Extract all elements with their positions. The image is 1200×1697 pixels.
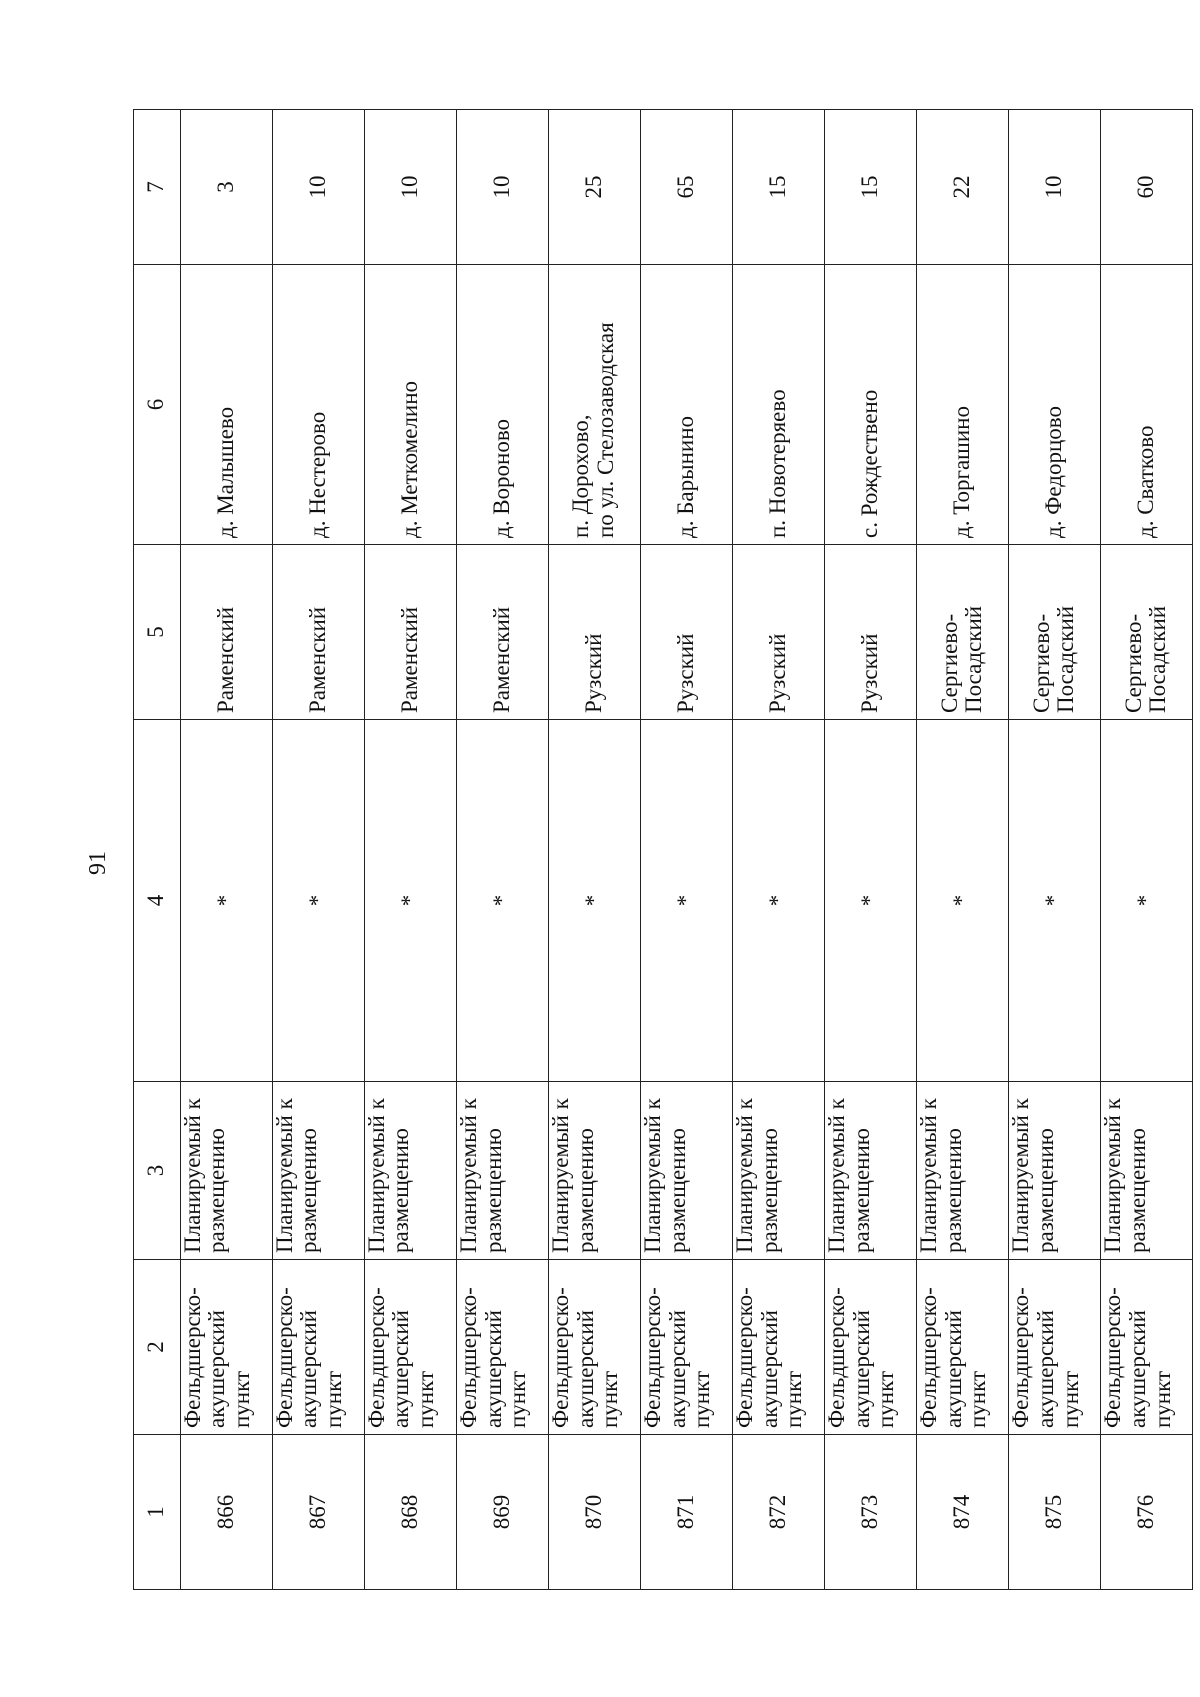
marker-cell	[180, 720, 272, 1082]
row-number-cell	[272, 1435, 364, 1590]
value-cell	[1100, 110, 1192, 265]
status-cell	[824, 1082, 916, 1260]
value-cell	[180, 110, 272, 265]
district-cell-text: Рузский	[580, 633, 606, 713]
status-cell	[364, 1082, 456, 1260]
status-cell	[640, 1082, 732, 1260]
district-cell	[916, 545, 1008, 720]
table-row	[1100, 110, 1192, 1590]
marker-cell	[456, 720, 548, 1082]
value-cell-text: 3	[212, 181, 238, 193]
row-number-cell	[1008, 1435, 1100, 1590]
settlement-cell-text: д. Федорцово	[1040, 406, 1066, 538]
district-cell	[824, 545, 916, 720]
status-cell	[272, 1082, 364, 1260]
row-number-cell	[180, 1435, 272, 1590]
header-cell-1: 1	[134, 1435, 181, 1590]
value-cell-text: 15	[856, 175, 882, 199]
facility-type-cell	[180, 1260, 272, 1435]
district-cell-text: Раменский	[488, 606, 514, 713]
marker-cell	[272, 720, 364, 1082]
settlement-cell-text: д. Сватково	[1133, 425, 1159, 538]
district-cell	[732, 545, 824, 720]
district-cell-text: Сергиево- Посадский	[1028, 605, 1079, 713]
header-cell-5: 5	[134, 545, 181, 720]
row-number-cell-text: 871	[672, 1494, 698, 1530]
row-number-cell-text: 872	[764, 1494, 790, 1530]
facility-type-cell-text: Фельдшерско- акушерский пункт	[731, 1287, 807, 1428]
header-cell-2: 2	[134, 1260, 181, 1435]
status-cell	[456, 1082, 548, 1260]
district-cell-text: Рузский	[764, 633, 790, 713]
facility-type-cell	[824, 1260, 916, 1435]
header-cell-3: 3	[134, 1082, 181, 1260]
value-cell-text: 25	[580, 175, 606, 199]
status-cell	[1008, 1082, 1100, 1260]
facility-type-cell-text: Фельдшерско- акушерский пункт	[823, 1287, 899, 1428]
page-number: 91	[85, 851, 111, 875]
table-row	[732, 110, 824, 1590]
settlement-cell-text: п. Дорохово, по ул. Стелозаводская	[568, 322, 619, 538]
table-row	[824, 110, 916, 1590]
row-number-cell	[732, 1435, 824, 1590]
value-cell-text: 22	[948, 175, 974, 199]
district-cell	[1100, 545, 1192, 720]
settlement-cell-text: д. Малышево	[212, 406, 238, 538]
status-cell-text: Планируемый к размещению	[547, 1098, 598, 1253]
table-row	[364, 110, 456, 1590]
marker-cell	[732, 720, 824, 1082]
facility-type-cell-text: Фельдшерско- акушерский пункт	[639, 1287, 715, 1428]
settlement-cell	[916, 265, 1008, 545]
value-cell-text: 10	[1040, 175, 1066, 199]
facility-type-cell-text: Фельдшерско- акушерский пункт	[1099, 1287, 1175, 1428]
table-row	[180, 110, 272, 1590]
facilities-table	[133, 109, 1193, 1590]
district-cell	[548, 545, 640, 720]
district-cell-text: Рузский	[672, 633, 698, 713]
status-cell-text: Планируемый к размещению	[1007, 1098, 1058, 1253]
marker-cell-text: *	[304, 894, 330, 907]
status-cell	[180, 1082, 272, 1260]
district-cell	[272, 545, 364, 720]
table-row	[640, 110, 732, 1590]
settlement-cell	[548, 265, 640, 545]
marker-cell	[916, 720, 1008, 1082]
row-number-cell-text: 867	[304, 1494, 330, 1530]
status-cell	[1100, 1082, 1192, 1260]
settlement-cell-text: д. Барынино	[672, 416, 698, 538]
row-number-cell-text: 875	[1040, 1494, 1066, 1530]
status-cell-text: Планируемый к размещению	[915, 1098, 966, 1253]
table-row	[916, 110, 1008, 1590]
status-cell-text: Планируемый к размещению	[455, 1098, 506, 1253]
settlement-cell	[364, 265, 456, 545]
marker-cell-text: *	[1040, 894, 1066, 907]
value-cell-text: 10	[396, 175, 422, 199]
value-cell	[272, 110, 364, 265]
facility-type-cell-text: Фельдшерско- акушерский пункт	[363, 1287, 439, 1428]
facility-type-cell	[640, 1260, 732, 1435]
status-cell	[732, 1082, 824, 1260]
settlement-cell-text: д. Меткомелино	[396, 380, 422, 538]
value-cell-text: 60	[1133, 175, 1159, 199]
marker-cell-text: *	[856, 894, 882, 907]
status-cell-text: Планируемый к размещению	[823, 1098, 874, 1253]
facility-type-cell	[732, 1260, 824, 1435]
settlement-cell	[732, 265, 824, 545]
row-number-cell-text: 873	[856, 1494, 882, 1530]
marker-cell-text: *	[672, 894, 698, 907]
settlement-cell	[272, 265, 364, 545]
facility-type-cell-text: Фельдшерско- акушерский пункт	[271, 1287, 347, 1428]
status-cell	[548, 1082, 640, 1260]
value-cell	[732, 110, 824, 265]
facility-type-cell	[916, 1260, 1008, 1435]
row-number-cell	[364, 1435, 456, 1590]
row-number-cell	[548, 1435, 640, 1590]
settlement-cell	[180, 265, 272, 545]
row-number-cell	[916, 1435, 1008, 1590]
table-row	[456, 110, 548, 1590]
facility-type-cell-text: Фельдшерско- акушерский пункт	[1007, 1287, 1083, 1428]
district-cell	[456, 545, 548, 720]
table-row	[548, 110, 640, 1590]
settlement-cell	[1008, 265, 1100, 545]
facility-type-cell	[1100, 1260, 1192, 1435]
district-cell-text: Раменский	[396, 606, 422, 713]
header-cell-6: 6	[134, 265, 181, 545]
row-number-cell-text: 874	[948, 1494, 974, 1530]
district-cell-text: Раменский	[304, 606, 330, 713]
value-cell	[824, 110, 916, 265]
value-cell	[364, 110, 456, 265]
status-cell-text: Планируемый к размещению	[1099, 1098, 1150, 1253]
district-cell	[180, 545, 272, 720]
header-cell-4: 4	[134, 720, 181, 1082]
value-cell	[1008, 110, 1100, 265]
facility-type-cell-text: Фельдшерско- акушерский пункт	[547, 1287, 623, 1428]
table-body	[134, 110, 1193, 1590]
settlement-cell	[1100, 265, 1192, 545]
value-cell	[916, 110, 1008, 265]
value-cell-text: 65	[672, 175, 698, 199]
row-number-cell	[824, 1435, 916, 1590]
facility-type-cell-text: Фельдшерско- акушерский пункт	[455, 1287, 531, 1428]
status-cell-text: Планируемый к размещению	[271, 1098, 322, 1253]
header-row	[134, 110, 181, 1590]
value-cell	[640, 110, 732, 265]
facility-type-cell	[272, 1260, 364, 1435]
facility-type-cell-text: Фельдшерско- акушерский пункт	[915, 1287, 991, 1428]
header-cell-7: 7	[134, 110, 181, 265]
settlement-cell	[456, 265, 548, 545]
row-number-cell	[640, 1435, 732, 1590]
settlement-cell-text: д. Вороново	[488, 418, 514, 538]
row-number-cell-text: 866	[212, 1494, 238, 1530]
marker-cell	[364, 720, 456, 1082]
district-cell	[364, 545, 456, 720]
settlement-cell	[824, 265, 916, 545]
status-cell-text: Планируемый к размещению	[179, 1098, 230, 1253]
marker-cell-text: *	[948, 894, 974, 907]
marker-cell-text: *	[1133, 894, 1159, 907]
district-cell-text: Раменский	[212, 606, 238, 713]
rotated-table-container	[133, 110, 1193, 1590]
district-cell-text: Сергиево- Посадский	[1120, 605, 1171, 713]
district-cell-text: Сергиево- Посадский	[936, 605, 987, 713]
marker-cell-text: *	[488, 894, 514, 907]
facility-type-cell	[364, 1260, 456, 1435]
status-cell-text: Планируемый к размещению	[639, 1098, 690, 1253]
row-number-cell-text: 876	[1133, 1494, 1159, 1530]
row-number-cell	[1100, 1435, 1192, 1590]
row-number-cell-text: 868	[396, 1494, 422, 1530]
facility-type-cell	[548, 1260, 640, 1435]
row-number-cell-text: 870	[580, 1494, 606, 1530]
marker-cell-text: *	[212, 894, 238, 907]
facility-type-cell	[1008, 1260, 1100, 1435]
table-row	[272, 110, 364, 1590]
settlement-cell-text: д. Торгашино	[948, 406, 974, 538]
value-cell	[548, 110, 640, 265]
settlement-cell	[640, 265, 732, 545]
facility-type-cell	[456, 1260, 548, 1435]
district-cell	[640, 545, 732, 720]
marker-cell	[1100, 720, 1192, 1082]
row-number-cell	[456, 1435, 548, 1590]
settlement-cell-text: с. Рождествено	[856, 389, 882, 538]
status-cell-text: Планируемый к размещению	[731, 1098, 782, 1253]
value-cell-text: 10	[304, 175, 330, 199]
marker-cell-text: *	[396, 894, 422, 907]
district-cell-text: Рузский	[856, 633, 882, 713]
value-cell-text: 10	[488, 175, 514, 199]
marker-cell	[548, 720, 640, 1082]
status-cell	[916, 1082, 1008, 1260]
status-cell-text: Планируемый к размещению	[363, 1098, 414, 1253]
marker-cell	[824, 720, 916, 1082]
table-row	[1008, 110, 1100, 1590]
facility-type-cell-text: Фельдшерско- акушерский пункт	[179, 1287, 255, 1428]
marker-cell-text: *	[764, 894, 790, 907]
settlement-cell-text: д. Нестерово	[304, 411, 330, 538]
row-number-cell-text: 869	[488, 1494, 514, 1530]
value-cell-text: 15	[764, 175, 790, 199]
district-cell	[1008, 545, 1100, 720]
settlement-cell-text: п. Новотеряево	[764, 389, 790, 538]
marker-cell	[640, 720, 732, 1082]
marker-cell-text: *	[580, 894, 606, 907]
value-cell	[456, 110, 548, 265]
marker-cell	[1008, 720, 1100, 1082]
